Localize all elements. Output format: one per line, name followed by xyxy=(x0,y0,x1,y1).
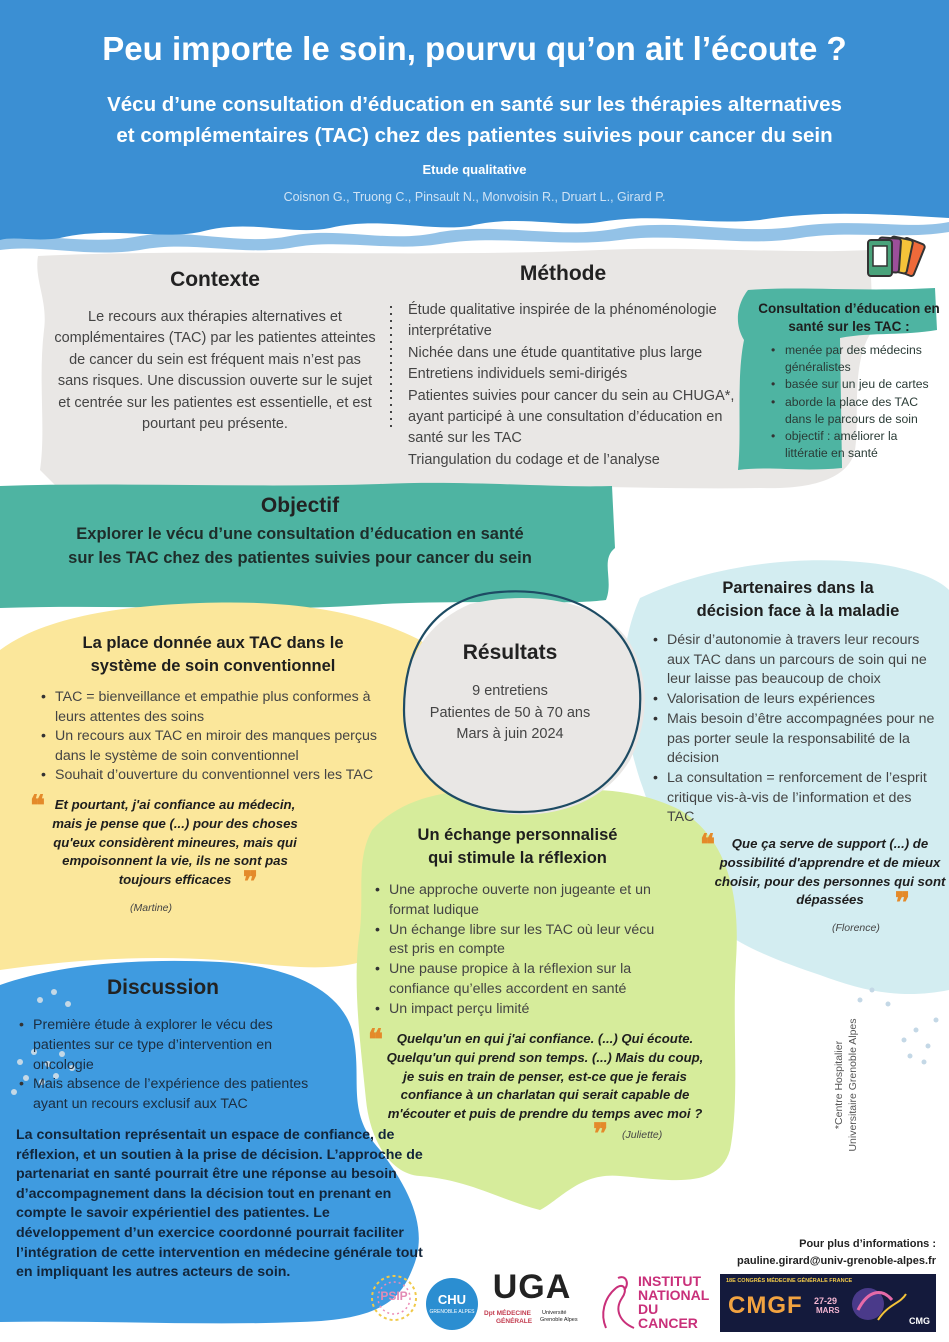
methode-item: Entretiens individuels semi-dirigés xyxy=(408,366,628,383)
footnote-line-2: Universitaire Grenoble Alpes xyxy=(847,1018,859,1152)
consultation-item: • objectif : améliorer la littératie en santé xyxy=(768,428,940,462)
quote-text: Et pourtant, j'ai confiance au médecin, mais je pense que (...) pour des choses qu'eux considèrent mineures, mais qui empoisonnent la vie, ils ne sont pas toujours efficaces xyxy=(52,797,298,888)
objectif-line-1: Explorer le vécu d’une consultation d’éducation en santé xyxy=(76,525,524,543)
echange-title-line-2: qui stimule la réflexion xyxy=(428,849,607,867)
contact xyxy=(640,1236,936,1270)
objectif-title: Objectif xyxy=(260,494,340,517)
partenaires-title xyxy=(688,577,908,623)
uga-dept-2: GÉNÉRALE xyxy=(496,1318,533,1325)
methode-list xyxy=(408,300,738,471)
consultation-title: Consultation d’éducation en santé sur les TAC : xyxy=(758,301,940,334)
contact-email[interactable]: pauline.girard@univ-grenoble-alpes.fr xyxy=(737,1255,936,1267)
echange-item: • Un impact perçu limité xyxy=(372,1000,672,1020)
playing-cards-icon xyxy=(864,234,940,288)
subtitle-line-2: et complémentaires (TAC) chez des patientes suivies pour cancer du sein xyxy=(116,124,833,147)
contact-label: Pour plus d’informations : xyxy=(799,1238,936,1250)
place-tac-quote: ❝ Et pourtant, j'ai confiance au médecin, mais je pense que (...) pour des choses qu'eux considèrent mineures, mais qui empoisonnent la vie, ils ne sont pas toujours efficaces ❞ (Martine) xyxy=(30,796,310,914)
psip-logo xyxy=(368,1272,420,1324)
partenaires-title-line-1: Partenaires dans la xyxy=(722,579,874,597)
uga-logo xyxy=(484,1268,580,1332)
objectif-text xyxy=(30,522,570,570)
consultation-section xyxy=(758,300,940,462)
uga-univ-1: Université xyxy=(542,1310,567,1316)
inca-line-3: DU CANCER xyxy=(638,1301,698,1331)
discussion-list xyxy=(16,1016,326,1115)
resultats-section xyxy=(420,641,600,746)
discussion-conclusion: La consultation représentait un espace de confiance, de réflexion, et un soutien à la prise de décision. L’approche de partenariat en santé pourrait être une réponse au besoin d’accompagnement dans la décision tout en prenant en compte le savoir expérientiel des patientes. Le développement d’un exercice coordonné pourrait faciliter l’intégration de cette intervention en médecine générale tout en impliquant les autres acteurs de soin. xyxy=(16,1127,423,1281)
place-tac-list xyxy=(38,688,398,786)
partenaires-item: • Désir d’autonomie à travers leur recours aux TAC dans un parcours de soin qui ne leur laisse pas beaucoup de choix xyxy=(650,631,942,690)
cmg-text: CMG xyxy=(909,1316,930,1326)
inca-logo xyxy=(596,1270,716,1332)
cmgf-logo xyxy=(720,1274,936,1332)
contexte-text: Le recours aux thérapies alternatives et complémentaires (TAC) par les patientes atteintes de cancer du sein est fréquent mais n’est pas sans risques. Une discussion ouverte sur le sujet et centrée sur les patientes est essentielle, et est pourtant peu présente. xyxy=(54,309,376,433)
quote-text: Que ça serve de support (...) de possibilité d'apprendre et de mieux choisir, pour des personnes qui sont dépassées xyxy=(714,836,946,908)
consultation-list xyxy=(758,342,940,462)
quote-text: Quelqu'un en qui j'ai confiance. (...) Qui écoute. Quelqu'un qui prend son temps. (...) Mais du coup, je suis en train de penser, est-ce que je ferais confiance à un charlatan qui serait capable de m'écouter et puis de prendre du temps avec moi ? xyxy=(386,1031,704,1122)
partenaires-item: • Valorisation de leurs expériences xyxy=(650,690,942,710)
discussion-title: Discussion xyxy=(106,976,220,999)
psip-text: PSIP xyxy=(380,1289,408,1303)
methode-item: Étude qualitative inspirée de la phénoménologie interprétative xyxy=(408,302,717,340)
partenaires-item: • Mais besoin d’être accompagnées pour ne pas porter seule la responsabilité de la décision xyxy=(650,710,942,769)
partenaires-quote: ❝ Que ça serve de support (...) de possibilité d'apprendre et de mieux choisir, pour des personnes qui sont dépassées ❞ (Florence) xyxy=(700,835,948,934)
cmgf-date-2: MARS xyxy=(816,1306,840,1315)
footnote-line-1: *Centre Hospitalier xyxy=(833,1040,845,1130)
study-type: Etude qualitative xyxy=(422,162,527,177)
place-tac-title-line-1: La place donnée aux TAC dans le xyxy=(82,634,344,652)
resultats-line-1: 9 entretiens xyxy=(472,683,548,699)
contexte-title: Contexte xyxy=(170,268,260,291)
uga-dept-1: Dpt MÉDECINE xyxy=(484,1310,531,1317)
place-tac-item: • TAC = bienveillance et empathie plus conformes à leurs attentes des soins xyxy=(38,688,398,727)
echange-list xyxy=(372,881,672,1020)
consultation-item: • basée sur un jeu de cartes xyxy=(768,376,940,393)
echange-item: • Un échange libre sur les TAC où leur vécu est pris en compte xyxy=(372,921,672,961)
inca-ribbon-icon xyxy=(596,1270,640,1332)
contexte-section xyxy=(52,268,378,435)
consultation-item: • menée par des médecins généralistes xyxy=(768,342,940,376)
chu-subtext: GRENOBLE ALPES xyxy=(429,1309,475,1315)
uga-univ-2: Grenoble Alpes xyxy=(540,1317,578,1323)
discussion-title-wrap xyxy=(40,976,286,1000)
footnote xyxy=(832,1000,860,1170)
resultats-line-2: Patientes de 50 à 70 ans xyxy=(429,704,591,721)
objectif-section xyxy=(30,494,570,570)
objectif-line-2: sur les TAC chez des patientes suivies pour cancer du sein xyxy=(68,549,532,567)
authors: Coisnon G., Truong C., Pinsault N., Monvoisin R., Druart L., Girard P. xyxy=(283,190,666,204)
methode-item: Triangulation du codage et de l’analyse xyxy=(408,451,660,468)
poster-subtitle xyxy=(40,89,909,151)
echange-item: • Une pause propice à la réflexion sur la confiance qu’elles accordent en santé xyxy=(372,960,672,1000)
resultats-text xyxy=(420,681,600,746)
cmgf-date-1: 27-29 xyxy=(814,1296,838,1306)
place-tac-title-line-2: système de soin conventionnel xyxy=(90,657,336,675)
chu-logo xyxy=(426,1278,478,1330)
inca-line-1: INSTITUT xyxy=(638,1273,701,1289)
inca-line-2: NATIONAL xyxy=(638,1287,710,1303)
place-tac-item: • Souhait d’ouverture du conventionnel vers les TAC xyxy=(38,766,398,786)
partenaires-item: • La consultation = renforcement de l’esprit critique vis-à-vis de l’information et des TAC xyxy=(650,769,942,828)
uga-text: UGA xyxy=(492,1268,572,1306)
partenaires-title-line-2: décision face à la maladie xyxy=(696,602,900,620)
cmgf-top-text: 18E CONGRÈS MÉDECINE GÉNÉRALE FRANCE xyxy=(726,1278,853,1284)
poster-title: Peu importe le soin, pourvu qu’on ait l’écoute ? xyxy=(102,30,847,67)
resultats-line-3: Mars à juin 2024 xyxy=(456,726,564,742)
subtitle-line-1: Vécu d’une consultation d’éducation en santé sur les thérapies alternatives xyxy=(107,93,842,116)
quote-author: (Florence) xyxy=(832,922,880,935)
echange-title xyxy=(380,824,655,870)
cmgf-decoration xyxy=(848,1280,908,1328)
echange-title-line-1: Un échange personnalisé xyxy=(417,826,618,844)
methode-title: Méthode xyxy=(519,262,607,285)
consultation-item: • aborde la place des TAC dans le parcours de soin xyxy=(768,394,940,428)
quote-author: (Martine) xyxy=(130,901,173,914)
quote-author: (Juliette) xyxy=(622,1129,663,1141)
cmgf-text: CMGF xyxy=(728,1292,803,1319)
methode-item: Patientes suivies pour cancer du sein au CHUGA*, ayant participé à une consultation d’éducation en santé sur les TAC xyxy=(408,387,735,447)
discussion-item: • Première étude à explorer le vécu des patientes sur ce type d’intervention en oncologie xyxy=(16,1016,326,1075)
echange-item: • Une approche ouverte non jugeante et un format ludique xyxy=(372,881,672,921)
place-tac-title xyxy=(38,632,388,678)
partenaires-list xyxy=(650,631,942,828)
methode-section xyxy=(408,262,738,471)
discussion-item: • Mais absence de l’expérience des patientes ayant un recours exclusif aux TAC xyxy=(16,1075,326,1115)
methode-item: Nichée dans une étude quantitative plus large xyxy=(408,344,703,361)
place-tac-item: • Un recours aux TAC en miroir des manques perçus dans le système de soin conventionnel xyxy=(38,727,398,766)
echange-quote: ❝ Quelqu'un en qui j'ai confiance. (...) Qui écoute. Quelqu'un qui prend son temps. (...) Mais du coup, je suis en train de penser, est-ce que je ferais confiance à un charlatan qui serait capable de m'écouter et puis de prendre du temps avec moi ? (Juliette) xyxy=(368,1030,708,1124)
resultats-title: Résultats xyxy=(462,641,558,664)
chu-text: CHU xyxy=(437,1292,467,1307)
